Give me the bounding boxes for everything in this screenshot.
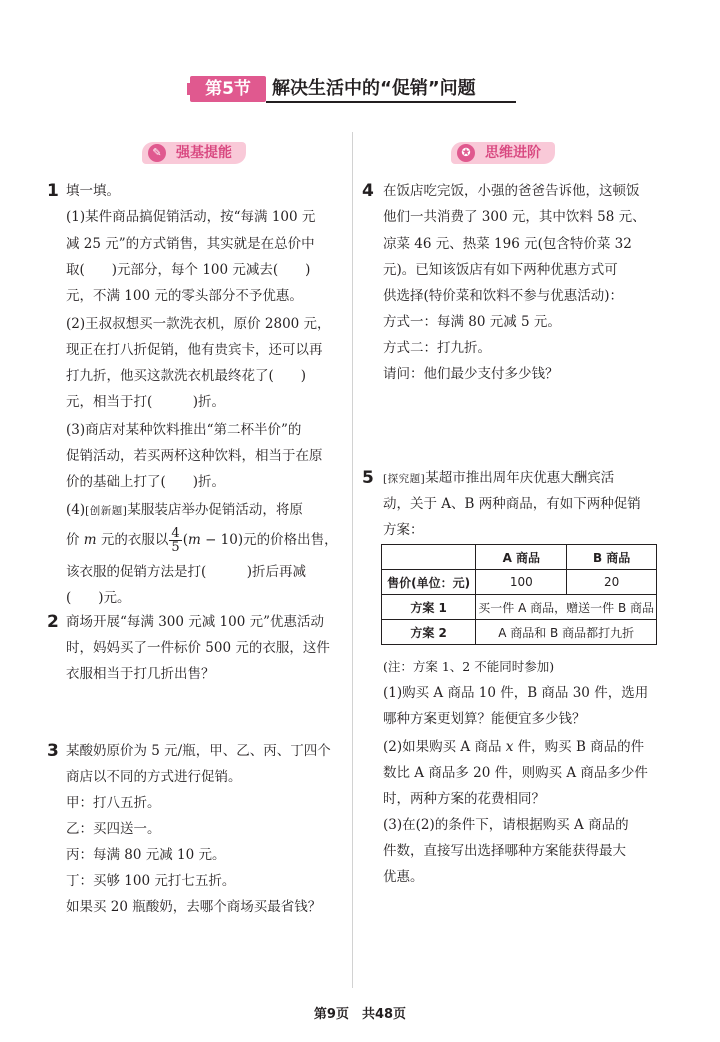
- question-text: 商场开展“每满 300 元减 100 元”优惠活动: [66, 614, 325, 630]
- table-cell: A 商品和 B 商品都打九折: [476, 620, 657, 645]
- question-text: 衣服相当于打几折出售？: [66, 666, 215, 682]
- question-text: 商店以不同的方式进行促销。: [66, 769, 242, 785]
- question-text: 取( )元部分，每个 100 元减去( ): [66, 262, 311, 278]
- question-text: 促销活动，若买两杯这种饮料，相当于在原: [66, 448, 323, 464]
- text-fragment: 件，购买 B 商品的件: [513, 739, 645, 755]
- fraction-numerator: 4: [171, 526, 180, 541]
- question-text: 时，两种方案的花费相同？: [383, 791, 545, 807]
- question-text: [66, 520, 338, 560]
- question-text: (3)在(2)的条件下，请根据购买 A 商品的: [383, 817, 629, 833]
- variable-m: m: [83, 532, 97, 548]
- question-text: 件数，直接写出选择哪种方案能获得最大: [383, 843, 626, 859]
- page-number: 第9页 共48页: [313, 1007, 407, 1022]
- section-label-basic: [142, 142, 246, 164]
- question-text: 元，相当于打( )折。: [66, 394, 226, 410]
- question-text: (2)王叔叔想买一款洗衣机，原价 2800 元，: [66, 316, 331, 332]
- fraction: [169, 527, 181, 554]
- text-fragment: (: [182, 532, 188, 548]
- question-text: (1)购买 A 商品 10 件，B 商品 30 件，选用: [383, 685, 649, 701]
- table-row-label: 方案 1: [382, 595, 476, 620]
- question-text: ( )元。: [66, 590, 131, 606]
- table-row: [382, 595, 657, 620]
- section-label-text: 强基提能: [176, 145, 232, 161]
- question-text: 请问：他们最少支付多少钱？: [383, 366, 559, 382]
- text-fragment: − 10)元的价格出售，: [200, 532, 338, 548]
- explore-tag: [探究题]: [383, 473, 426, 485]
- question-text: 丙：每满 80 元减 10 元。: [66, 847, 226, 863]
- question-text: 减 25 元”的方式销售，其实就是在总价中: [66, 236, 315, 252]
- section-label-advanced: [451, 142, 555, 164]
- section-number-badge: 第5节: [190, 76, 266, 102]
- question-text: 哪种方案更划算？能便宜多少钱？: [383, 711, 586, 727]
- question-number: 2: [47, 612, 59, 632]
- question-text: 元，不满 100 元的零头部分不予优惠。: [66, 288, 303, 304]
- innovation-tag: [创新题]: [85, 505, 128, 517]
- text-fragment: 元的衣服以: [96, 532, 169, 548]
- table-header-cell: B 商品: [567, 545, 657, 570]
- question-number: 1: [47, 181, 59, 201]
- header-underline: [266, 101, 516, 103]
- question-text: 方案：: [383, 522, 424, 538]
- pencil-icon: ✎: [148, 144, 166, 162]
- question-text: 元)。已知该饭店有如下两种优惠方式可: [383, 262, 618, 278]
- question-text: 打九折，他买这款洗衣机最终花了( ): [66, 368, 307, 384]
- section-title: 解决生活中的“促销”问题: [272, 78, 476, 99]
- question-text: 某超市推出周年庆优惠大酬宾活: [425, 470, 615, 486]
- question-text: 填一填。: [66, 183, 120, 199]
- question-text: 动，关于 A、B 两种商品，有如下两种促销: [383, 496, 641, 512]
- question-text: 某服装店举办促销活动，将原: [127, 502, 303, 518]
- question-text: 该衣服的促销方法是打( )折后再减: [66, 564, 307, 580]
- table-row: [382, 570, 657, 595]
- table-cell: 100: [476, 570, 567, 595]
- table-cell: 20: [567, 570, 657, 595]
- question-text: (1)某件商品搞促销活动，按“每满 100 元: [66, 209, 316, 225]
- question-text: 丁：买够 100 元打七五折。: [66, 873, 236, 889]
- fraction-denominator: 5: [171, 540, 180, 555]
- question-text: [383, 465, 614, 492]
- question-text: 如果买 20 瓶酸奶，去哪个商场买最省钱？: [66, 899, 322, 915]
- table-note: (注：方案 1、2 不能同时参加): [383, 659, 555, 674]
- table-cell: 买一件 A 商品，赠送一件 B 商品: [476, 595, 657, 620]
- question-text: 方式二：打九折。: [383, 340, 491, 356]
- question-text: 时，妈妈买了一件标价 500 元的衣服，这件: [66, 640, 330, 656]
- question-text: 甲：打八五折。: [66, 795, 161, 811]
- text-fragment: 价: [66, 532, 84, 548]
- question-text: 数比 A 商品多 20 件，则购买 A 商品多少件: [383, 765, 648, 781]
- medal-icon: ✪: [457, 144, 475, 162]
- question-text: 他们一共消费了 300 元，其中饮料 58 元、: [383, 209, 646, 225]
- question-text: [383, 734, 644, 760]
- question-text: 优惠。: [383, 869, 424, 885]
- subpart-number: (4): [66, 502, 86, 518]
- table-row-label: 方案 2: [382, 620, 476, 645]
- question-text: 方式一：每满 80 元减 5 元。: [383, 314, 561, 330]
- question-text: 供选择(特价菜和饮料不参与优惠活动)：: [383, 288, 624, 304]
- question-text: 现正在打八折促销，他有贵宾卡，还可以再: [66, 342, 323, 358]
- table-row: [382, 545, 657, 570]
- text-fragment: (2)如果购买 A 商品: [383, 739, 506, 755]
- section-header: [190, 76, 520, 104]
- question-text: 在饭店吃完饭，小强的爸爸告诉他，这顿饭: [383, 183, 640, 199]
- table-header-cell: [382, 545, 476, 570]
- section-label-text: 思维进阶: [485, 145, 541, 161]
- question-text: 凉菜 46 元、热菜 196 元(包含特价菜 32: [383, 236, 632, 252]
- question-number: 5: [362, 468, 374, 488]
- question-number: 4: [362, 181, 374, 201]
- question-text: 乙：买四送一。: [66, 821, 161, 837]
- question-text: 价的基础上打了( )折。: [66, 474, 226, 490]
- variable-m: m: [187, 532, 201, 548]
- table-header-cell: A 商品: [476, 545, 567, 570]
- table-row-label: 售价(单位：元): [382, 570, 476, 595]
- promotion-table: [381, 544, 657, 645]
- question-text: 某酸奶原价为 5 元/瓶，甲、乙、丙、丁四个: [66, 743, 331, 759]
- question-text: (3)商店对某种饮料推出“第二杯半价”的: [66, 422, 302, 438]
- column-divider: [352, 132, 353, 988]
- table-row: [382, 620, 657, 645]
- variable-x: x: [505, 739, 514, 755]
- question-number: 3: [47, 741, 59, 761]
